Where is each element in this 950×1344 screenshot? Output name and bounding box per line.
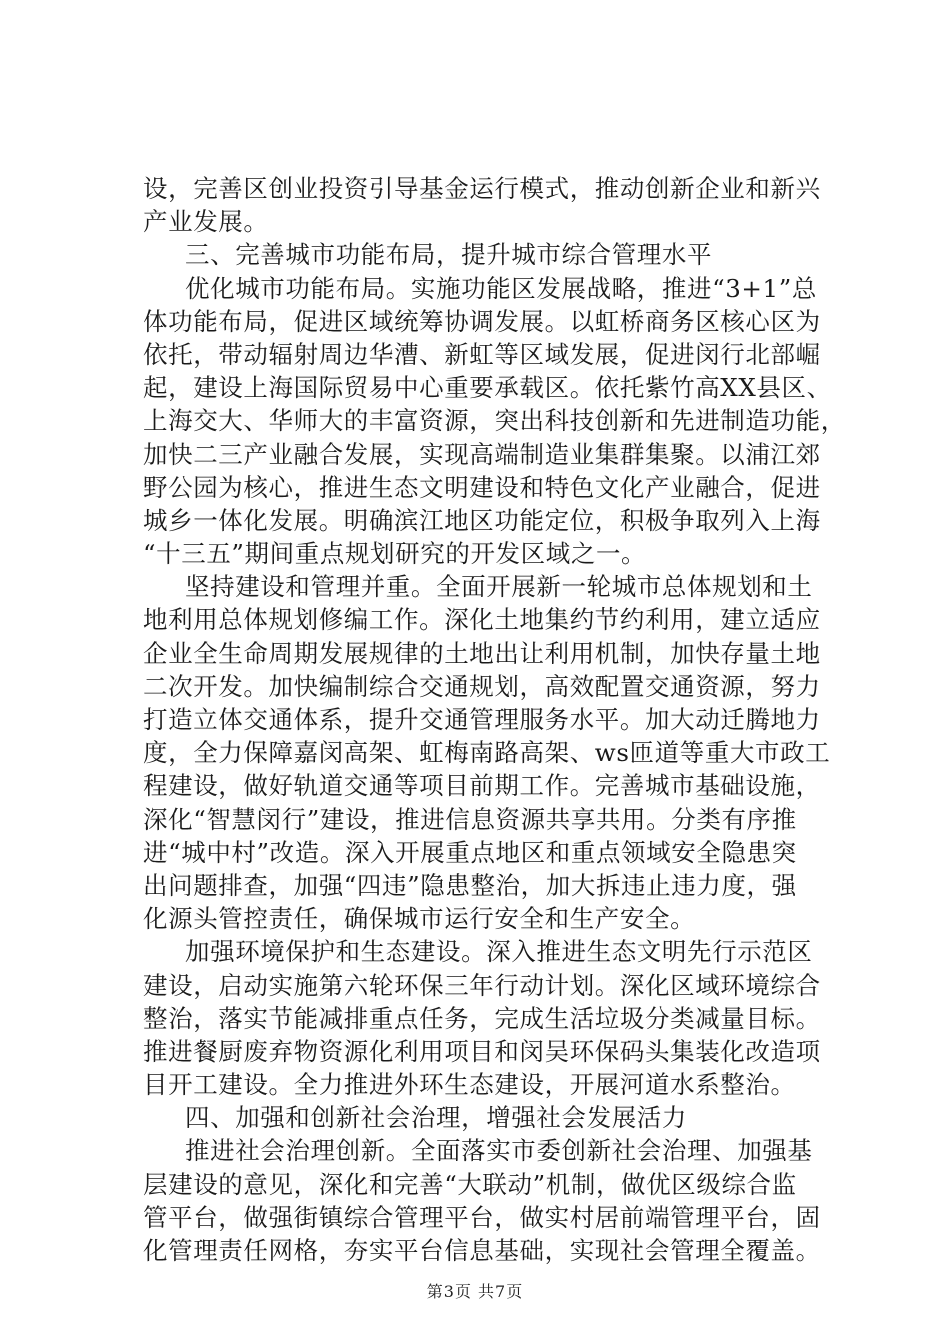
text-line: 产业发展。 [143, 207, 269, 237]
text-line: 度，全力保障嘉闵高架、虹梅南路高架、ws匝道等重大市政工 [143, 738, 831, 768]
text-line: 化管理责任网格，夯实平台信息基础，实现社会管理全覆盖。 [143, 1236, 821, 1265]
text-line: 程建设，做好轨道交通等项目前期工作。完善城市基础设施， [143, 771, 821, 801]
text-line: 起，建设上海国际贸易中心重要承载区。依托紫竹高XX县区、 [143, 373, 832, 403]
text-line: 二次开发。加快编制综合交通规划，高效配置交通资源，努力 [143, 671, 821, 701]
text-line: 整治，落实节能减排重点任务，完成生活垃圾分类减量目标。 [143, 1003, 821, 1033]
text-line: 优化城市功能布局。实施功能区发展战略，推进“3+1”总 [185, 273, 817, 303]
text-line: 加快二三产业融合发展，实现高端制造业集群集聚。以浦江郊 [143, 439, 821, 469]
text-line: 野公园为核心，推进生态文明建设和特色文化产业融合，促进 [143, 472, 821, 502]
text-line: 体功能布局，促进区域统筹协调发展。以虹桥商务区核心区为 [143, 306, 821, 336]
text-line: 出问题排查，加强“四违”隐患整治，加大拆违止违力度，强 [143, 870, 797, 900]
text-line: 坚持建设和管理并重。全面开展新一轮城市总体规划和土 [185, 572, 813, 602]
text-line: 企业全生命周期发展规律的土地出让利用机制，加快存量土地 [143, 638, 821, 668]
text-line: 推进餐厨废弃物资源化利用项目和闵吴环保码头集装化改造项 [143, 1036, 821, 1066]
text-line: 层建设的意见，深化和完善“大联动”机制，做优区级综合监 [143, 1169, 797, 1199]
page-footer: 第3页 共7页 [426, 1282, 524, 1301]
document-body [143, 172, 846, 1267]
text-line: 化源头管控责任，确保城市运行安全和生产安全。 [143, 904, 696, 934]
text-line: 打造立体交通体系，提升交通管理服务水平。加大动迁腾地力 [143, 705, 821, 734]
text-line: 设，完善区创业投资引导基金运行模式，推动创新企业和新兴 [143, 174, 821, 203]
text-line: 目开工建设。全力推进外环生态建设，开展河道水系整治。 [143, 1070, 796, 1100]
text-line: 三、完善城市功能布局，提升城市综合管理水平 [185, 240, 713, 270]
text-line: 管平台，做强街镇综合管理平台，做实村居前端管理平台，固 [143, 1202, 821, 1232]
text-line: 上海交大、华师大的丰富资源，突出科技创新和先进制造功能， [143, 406, 846, 436]
text-line: 加强环境保护和生态建设。深入推进生态文明先行示范区 [185, 937, 813, 967]
text-line: 城乡一体化发展。明确滨江地区功能定位，积极争取列入上海 [143, 505, 821, 535]
text-line: 四、加强和创新社会治理，增强社会发展活力 [185, 1103, 687, 1133]
text-line: 地利用总体规划修编工作。深化土地集约节约利用，建立适应 [143, 605, 821, 635]
text-line: 深化“智慧闵行”建设，推进信息资源共享共用。分类有序推 [143, 804, 797, 834]
text-line: 建设，启动实施第六轮环保三年行动计划。深化区域环境综合 [143, 970, 821, 1000]
text-line: 依托，带动辐射周边华漕、新虹等区域发展，促进闵行北部崛 [143, 339, 821, 369]
text-line: “十三五”期间重点规划研究的开发区域之一。 [143, 539, 647, 569]
text-line: 推进社会治理创新。全面落实市委创新社会治理、加强基 [185, 1136, 813, 1166]
text-line: 进“城中村”改造。深入开展重点地区和重点领域安全隐患突 [143, 837, 797, 867]
